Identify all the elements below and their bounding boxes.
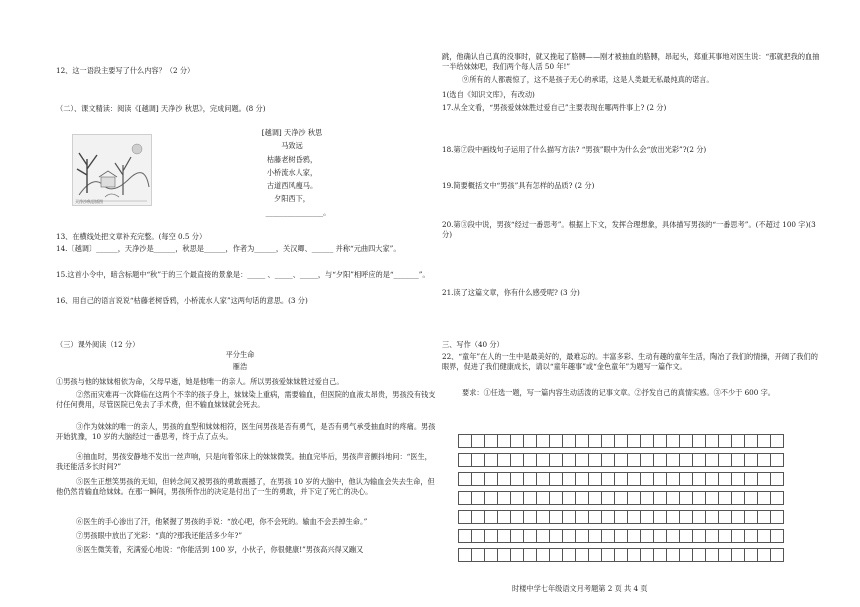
- grid-cell[interactable]: [679, 510, 693, 524]
- grid-cell[interactable]: [497, 453, 511, 467]
- grid-cell[interactable]: [653, 529, 667, 543]
- grid-cell[interactable]: [588, 529, 602, 543]
- grid-cell[interactable]: [458, 548, 472, 562]
- grid-cell[interactable]: [588, 434, 602, 448]
- grid-cell[interactable]: [770, 529, 784, 543]
- grid-cell[interactable]: [562, 453, 576, 467]
- poem-line-1: 枯藤老树昏鸦，: [266, 155, 318, 164]
- grid-cell[interactable]: [536, 434, 550, 448]
- grid-cell[interactable]: [744, 453, 758, 467]
- grid-cell[interactable]: [614, 434, 628, 448]
- grid-cell[interactable]: [562, 529, 576, 543]
- grid-cell[interactable]: [575, 510, 589, 524]
- grid-cell[interactable]: [770, 453, 784, 467]
- poem-author: 马致远: [281, 141, 303, 150]
- poem-title: [越调] 天净沙 秋思: [261, 128, 323, 137]
- grid-row: [458, 472, 783, 486]
- grid-row: [458, 529, 783, 543]
- grid-cell[interactable]: [692, 548, 706, 562]
- story-paragraph-8: ⑧医生微笑着，充满爱心地说：“你能活到 100 岁，小伙子，你很健康!”男孩高兴得又蹦又: [76, 545, 364, 554]
- grid-cell[interactable]: [523, 548, 537, 562]
- grid-cell[interactable]: [614, 510, 628, 524]
- grid-cell[interactable]: [484, 510, 498, 524]
- grid-cell[interactable]: [679, 548, 693, 562]
- grid-cell[interactable]: [744, 434, 758, 448]
- grid-cell[interactable]: [627, 491, 641, 505]
- grid-cell[interactable]: [614, 472, 628, 486]
- grid-cell[interactable]: [731, 510, 745, 524]
- grid-cell[interactable]: [510, 472, 524, 486]
- grid-cell[interactable]: [614, 453, 628, 467]
- grid-cell[interactable]: [575, 434, 589, 448]
- question-12: 12、这一语段主要写了什么内容？（2 分）: [56, 66, 195, 75]
- section-writing-header: 三、写作（40 分）: [442, 340, 504, 349]
- grid-cell[interactable]: [588, 491, 602, 505]
- grid-cell[interactable]: [549, 548, 563, 562]
- grid-cell[interactable]: [458, 529, 472, 543]
- grid-cell[interactable]: [692, 491, 706, 505]
- grid-cell[interactable]: [770, 491, 784, 505]
- grid-cell[interactable]: [744, 548, 758, 562]
- grid-cell[interactable]: [588, 453, 602, 467]
- grid-cell[interactable]: [497, 472, 511, 486]
- grid-cell[interactable]: [770, 434, 784, 448]
- grid-cell[interactable]: [757, 529, 771, 543]
- grid-cell[interactable]: [575, 453, 589, 467]
- grid-cell[interactable]: [497, 529, 511, 543]
- grid-cell[interactable]: [718, 491, 732, 505]
- question-19: 19.简要概括文中“男孩”具有怎样的品质? (2 分): [442, 181, 595, 190]
- question-15: 15.这首小令中，暗含标题中“秋”于的三个最直接的景象是：_____ 、_____、_____，与“夕阳”相呼应的是“_______”。: [56, 270, 430, 279]
- grid-cell[interactable]: [497, 510, 511, 524]
- grid-cell[interactable]: [471, 510, 485, 524]
- grid-cell[interactable]: [679, 491, 693, 505]
- question-18: 18.第⑦段中画线句子运用了什么描写方法? “男孩”眼中为什么会“放出光彩”?(2 分): [442, 145, 707, 154]
- grid-cell[interactable]: [640, 510, 654, 524]
- grid-cell[interactable]: [549, 472, 563, 486]
- grid-cell[interactable]: [536, 472, 550, 486]
- grid-cell[interactable]: [601, 434, 615, 448]
- grid-cell[interactable]: [705, 453, 719, 467]
- grid-cell[interactable]: [731, 548, 745, 562]
- grid-cell[interactable]: [458, 472, 472, 486]
- grid-cell[interactable]: [601, 491, 615, 505]
- story-paragraph-2: ②然而灾难再一次降临在这两个不幸的孩子身上，妹妹染上重病，需要输血，但医院的血液太昂贵，男孩没有钱支付任何费用，尽管医院已免去了手术费，但不输血妹妹就会死去。: [56, 390, 436, 409]
- grid-cell[interactable]: [536, 453, 550, 467]
- grid-cell[interactable]: [484, 491, 498, 505]
- grid-cell[interactable]: [666, 434, 680, 448]
- grid-cell[interactable]: [640, 548, 654, 562]
- question-21: 21.读了这篇文章，你有什么感受呢? (3 分): [442, 288, 580, 297]
- grid-cell[interactable]: [471, 548, 485, 562]
- question-16: 16、用自己的语言说说“枯藤老树昏鸦，小桥流水人家”这两句话的意思。(3 分): [56, 296, 308, 305]
- grid-cell[interactable]: [588, 548, 602, 562]
- grid-cell[interactable]: [731, 434, 745, 448]
- grid-cell[interactable]: [614, 548, 628, 562]
- grid-cell[interactable]: [575, 548, 589, 562]
- grid-cell[interactable]: [523, 491, 537, 505]
- grid-cell[interactable]: [497, 434, 511, 448]
- grid-cell[interactable]: [718, 453, 732, 467]
- grid-cell[interactable]: [536, 491, 550, 505]
- grid-cell[interactable]: [692, 434, 706, 448]
- poem-line-4: 夕阳西下，: [274, 194, 310, 203]
- story-paragraph-1: ①男孩与他的妹妹相依为命，父母早逝，她是他唯一的亲人。所以男孩爱妹妹胜过爱自己。: [56, 377, 344, 386]
- grid-cell[interactable]: [653, 491, 667, 505]
- grid-cell[interactable]: [510, 434, 524, 448]
- grid-cell[interactable]: [666, 548, 680, 562]
- grid-cell[interactable]: [510, 548, 524, 562]
- grid-cell[interactable]: [575, 529, 589, 543]
- grid-row: [458, 510, 783, 524]
- grid-cell[interactable]: [588, 472, 602, 486]
- grid-cell[interactable]: [666, 491, 680, 505]
- grid-cell[interactable]: [601, 548, 615, 562]
- grid-cell[interactable]: [523, 529, 537, 543]
- grid-cell[interactable]: [744, 472, 758, 486]
- grid-cell[interactable]: [705, 491, 719, 505]
- grid-cell[interactable]: [510, 510, 524, 524]
- grid-cell[interactable]: [666, 529, 680, 543]
- grid-cell[interactable]: [679, 434, 693, 448]
- grid-cell[interactable]: [562, 548, 576, 562]
- grid-cell[interactable]: [614, 491, 628, 505]
- grid-cell[interactable]: [744, 491, 758, 505]
- grid-cell[interactable]: [588, 510, 602, 524]
- question-13: 13、在横线处把文章补充完整。(每空 0.5 分）: [56, 232, 207, 241]
- grid-cell[interactable]: [640, 529, 654, 543]
- grid-cell[interactable]: [770, 510, 784, 524]
- grid-cell[interactable]: [484, 434, 498, 448]
- grid-cell[interactable]: [627, 510, 641, 524]
- grid-cell[interactable]: [627, 472, 641, 486]
- grid-cell[interactable]: [549, 510, 563, 524]
- grid-cell[interactable]: [744, 529, 758, 543]
- grid-cell[interactable]: [692, 472, 706, 486]
- grid-cell[interactable]: [770, 548, 784, 562]
- grid-cell[interactable]: [718, 434, 732, 448]
- grid-cell[interactable]: [653, 510, 667, 524]
- grid-cell[interactable]: [731, 529, 745, 543]
- grid-cell[interactable]: [666, 510, 680, 524]
- grid-cell[interactable]: [575, 472, 589, 486]
- grid-cell[interactable]: [627, 434, 641, 448]
- grid-cell[interactable]: [718, 529, 732, 543]
- grid-row: [458, 434, 783, 448]
- grid-cell[interactable]: [458, 434, 472, 448]
- grid-cell[interactable]: [562, 434, 576, 448]
- grid-cell[interactable]: [471, 472, 485, 486]
- grid-cell[interactable]: [679, 472, 693, 486]
- grid-cell[interactable]: [601, 529, 615, 543]
- story-author: 雁浩: [232, 362, 248, 371]
- grid-cell[interactable]: [536, 548, 550, 562]
- poem-line-2: 小桥流水人家，: [266, 168, 318, 177]
- grid-row: [458, 453, 783, 467]
- grid-cell[interactable]: [705, 529, 719, 543]
- story-title: 平分生命: [225, 350, 255, 359]
- grid-cell[interactable]: [718, 548, 732, 562]
- grid-cell[interactable]: [692, 453, 706, 467]
- grid-cell[interactable]: [562, 472, 576, 486]
- grid-cell[interactable]: [718, 472, 732, 486]
- grid-cell[interactable]: [601, 510, 615, 524]
- story-paragraph-6: ⑥医生的手心渗出了汗，他紧握了男孩的手说：“放心吧，你不会死的。输血不会丢掉生命。”: [76, 517, 368, 526]
- story-paragraph-7: ⑦男孩眼中放出了光彩：“真的?那我还能活多少年?”: [76, 531, 242, 540]
- grid-cell[interactable]: [653, 453, 667, 467]
- grid-cell[interactable]: [757, 548, 771, 562]
- grid-cell[interactable]: [679, 529, 693, 543]
- story-source: 1(选自《知识文库》，有改动): [442, 90, 535, 99]
- grid-cell[interactable]: [692, 510, 706, 524]
- illustration-caption: 天净沙秋思插图: [75, 199, 103, 204]
- grid-cell[interactable]: [627, 453, 641, 467]
- grid-cell[interactable]: [484, 529, 498, 543]
- story-paragraph-4: ④抽血时，男孩安静地不发出一丝声响，只是向着邻床上的妹妹微笑。抽血完毕后，男孩声音颤抖地问：“医生，我还能活多长时间?”: [56, 452, 432, 471]
- grid-cell[interactable]: [523, 472, 537, 486]
- grid-cell[interactable]: [458, 491, 472, 505]
- grid-cell[interactable]: [718, 510, 732, 524]
- section-2-header: （二）、课文精读：阅读《[越调] 天净沙 秋思》，完成问题。(8 分): [56, 104, 266, 113]
- grid-cell[interactable]: [757, 434, 771, 448]
- question-22: 22、“童年”在人的一生中是最美好的，最难忘的。丰富多彩、生动有趣的童年生活，陶冶了我们的情操，开阔了我们的眼界，促进了我们健康成长，请以“童年趣事”或“金色童年”为题写一篇作文。: [442, 352, 818, 371]
- grid-cell[interactable]: [497, 548, 511, 562]
- grid-cell[interactable]: [484, 548, 498, 562]
- section-3-header: （三）课外阅读（12 分）: [56, 340, 140, 349]
- grid-cell[interactable]: [523, 434, 537, 448]
- grid-cell[interactable]: [549, 529, 563, 543]
- question-14: 14.〔越调〕______，天净沙是______，秋思是______，作者为______，关汉卿、______ 并称“元曲四大家”。: [56, 244, 401, 253]
- story-paragraph-5: ⑤医生正想笑男孩的无知，但转念间又被男孩的勇敢震撼了，在男孩 10 岁的大脑中，他认为输血会失去生命，但他仍然肯输血给妹妹。在那一瞬间，男孩所作出的决定是付出了一生的勇敢，并下定了死亡的决心。: [56, 477, 435, 496]
- grid-cell[interactable]: [614, 529, 628, 543]
- grid-cell[interactable]: [523, 453, 537, 467]
- grid-cell[interactable]: [471, 453, 485, 467]
- grid-cell[interactable]: [536, 510, 550, 524]
- grid-cell[interactable]: [692, 529, 706, 543]
- grid-cell[interactable]: [575, 491, 589, 505]
- grid-cell[interactable]: [471, 529, 485, 543]
- grid-cell[interactable]: [510, 529, 524, 543]
- grid-cell[interactable]: [705, 472, 719, 486]
- grid-cell[interactable]: [640, 453, 654, 467]
- grid-cell[interactable]: [770, 472, 784, 486]
- grid-cell[interactable]: [562, 510, 576, 524]
- question-17: 17.从全文看，“男孩爱妹妹胜过爱自己”主要表现在哪两件事上? (2 分): [442, 103, 667, 112]
- grid-cell[interactable]: [679, 453, 693, 467]
- grid-cell[interactable]: [458, 510, 472, 524]
- grid-cell[interactable]: [731, 491, 745, 505]
- grid-cell[interactable]: [627, 548, 641, 562]
- grid-cell[interactable]: [757, 510, 771, 524]
- grid-cell[interactable]: [757, 472, 771, 486]
- grid-row: [458, 548, 783, 562]
- grid-cell[interactable]: [458, 453, 472, 467]
- story-paragraph-9: ⑨所有的人都震惊了，这不是孩子无心的承诺，这是人类最无私最纯真的诺言。: [462, 75, 714, 84]
- page-footer: 时楼中学七年级语文月考题第 2 页 共 4 页: [512, 584, 648, 593]
- grid-cell[interactable]: [705, 434, 719, 448]
- grid-cell[interactable]: [757, 491, 771, 505]
- grid-cell[interactable]: [627, 529, 641, 543]
- grid-cell[interactable]: [549, 434, 563, 448]
- grid-cell[interactable]: [705, 548, 719, 562]
- composition-grid[interactable]: [458, 434, 783, 567]
- grid-cell[interactable]: [497, 491, 511, 505]
- story-paragraph-3: ③作为妹妹的唯一的亲人，男孩的血型和妹妹相符，医生问男孩是否有勇气，是否有勇气承受抽血时的疼痛。男孩开始犹豫，10 岁的大脑经过一番思考，终于点了点头。: [56, 422, 436, 441]
- story-continuation: 跳，他确认自己真的没事时，就又挽起了胳膊——刚才被抽血的胳膊，昂起头，郑重其事地对医生说：“那就把我的血抽一半给妹妹吧，我们两个每人活 50 年!”: [442, 52, 820, 71]
- grid-cell[interactable]: [744, 510, 758, 524]
- grid-cell[interactable]: [484, 453, 498, 467]
- grid-cell[interactable]: [536, 529, 550, 543]
- question-20: 20.第③段中说，男孩“经过一番思考”。根据上下文，发挥合理想象，具体描写男孩的“一番思考”。(不超过 100 字)(3 分): [442, 220, 816, 239]
- grid-cell[interactable]: [653, 548, 667, 562]
- poem-blank-line[interactable]: ________________。: [265, 208, 331, 217]
- grid-cell[interactable]: [640, 434, 654, 448]
- poem-line-3: 古道西风瘦马。: [266, 181, 318, 190]
- grid-cell[interactable]: [731, 453, 745, 467]
- grid-row: [458, 491, 783, 505]
- grid-cell[interactable]: [653, 434, 667, 448]
- grid-cell[interactable]: [484, 472, 498, 486]
- grid-cell[interactable]: [523, 510, 537, 524]
- poem-illustration: [72, 134, 152, 206]
- grid-cell[interactable]: [640, 491, 654, 505]
- grid-cell[interactable]: [562, 491, 576, 505]
- grid-cell[interactable]: [549, 453, 563, 467]
- writing-requirements: 要求：①任选一题，写一篇内容生动活泼的记事文章。②抒发自己的真情实感。③不少于 600 字。: [462, 388, 775, 397]
- grid-cell[interactable]: [666, 472, 680, 486]
- grid-cell[interactable]: [653, 472, 667, 486]
- grid-cell[interactable]: [510, 491, 524, 505]
- grid-cell[interactable]: [601, 472, 615, 486]
- grid-cell[interactable]: [601, 453, 615, 467]
- grid-cell[interactable]: [510, 453, 524, 467]
- grid-cell[interactable]: [731, 472, 745, 486]
- grid-cell[interactable]: [666, 453, 680, 467]
- grid-cell[interactable]: [757, 453, 771, 467]
- grid-cell[interactable]: [705, 510, 719, 524]
- grid-cell[interactable]: [471, 434, 485, 448]
- grid-cell[interactable]: [549, 491, 563, 505]
- grid-cell[interactable]: [471, 491, 485, 505]
- grid-cell[interactable]: [640, 472, 654, 486]
